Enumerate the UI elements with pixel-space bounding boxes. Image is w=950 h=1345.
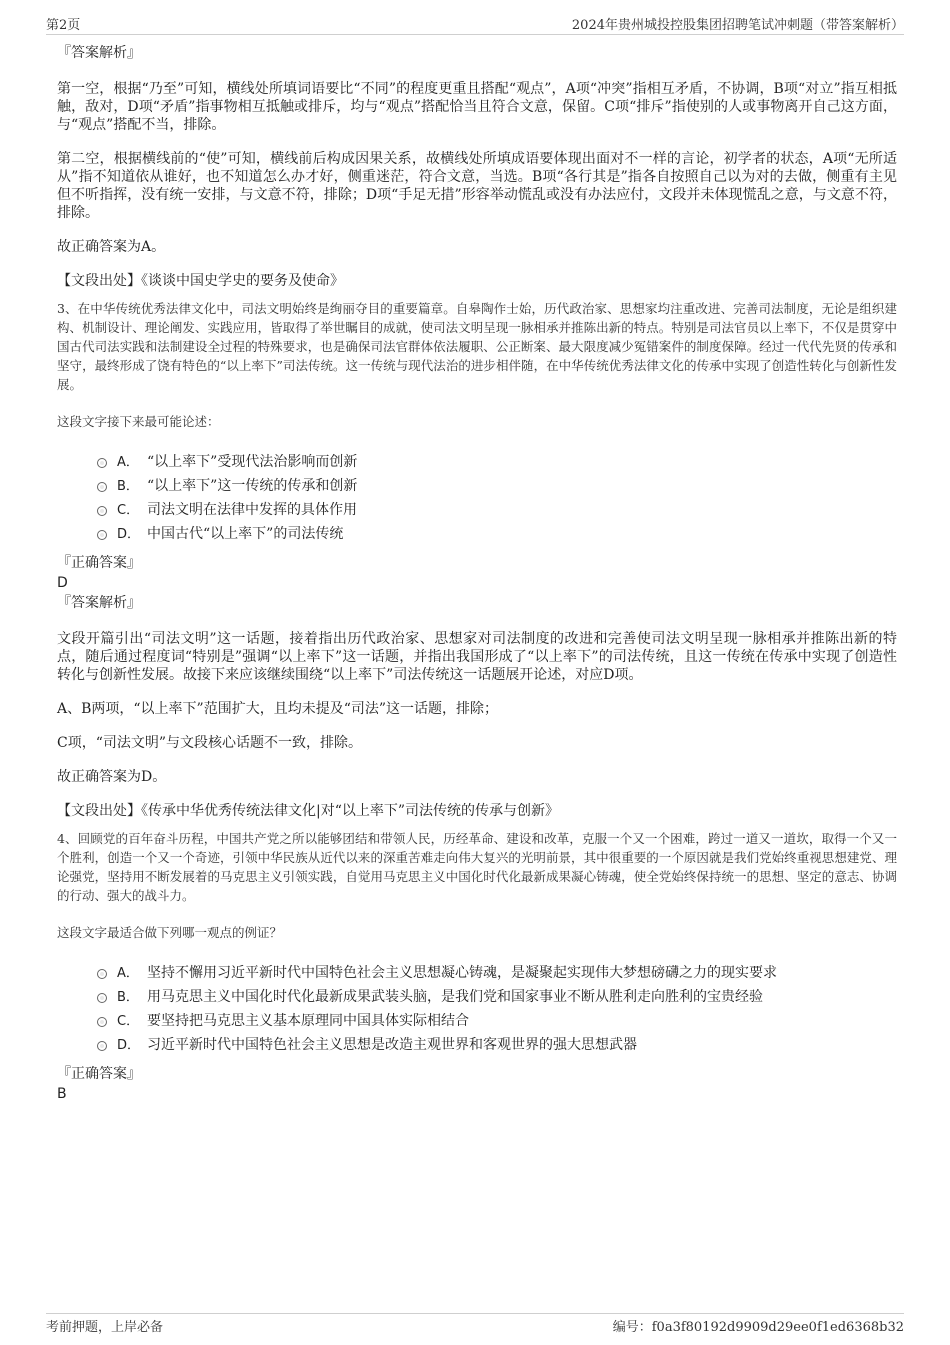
passage-source: 【文段出处】《传承中华优秀传统法律文化|对“以上率下”司法传统的传承与创新》 (57, 803, 560, 819)
question-3-prompt: 这段文字接下来最可能论述： (57, 414, 220, 429)
radio-button[interactable] (97, 993, 107, 1003)
correct-answer-value: D (57, 575, 68, 591)
option-a[interactable]: A． 坚持不懈用习近平新时代中国特色社会主义思想凝心铸魂，是凝聚起实现伟大梦想磅礴之力的现实要求 (97, 961, 897, 985)
question-4-passage: 4、回顾党的百年奋斗历程，中国共产党之所以能够团结和带领人民，历经革命、建设和改革，克服一个又一个困难，跨过一道又一道坎，取得一个又一个胜利，创造一个又一个奇迹，引领中华民族从近代以来的深重苦难走向伟大复兴的光明前景，其中很重要的一个原因就是我们党始终重视思想建党、理论强党，坚持用不断发展着的马克思主义引领实践，自觉用马克思主义中国化时代化最新成果凝心铸魂，使全党始终保持统一的思想、坚定的意志、协调的行动、强大的战斗力。 (57, 831, 897, 903)
question-3-options (97, 450, 897, 546)
analysis-paragraph: 第一空，根据“乃至”可知，横线处所填词语要比“不同”的程度更重且搭配“观点”，A项“冲突”指相互矛盾，不协调，B项“对立”指互相抵触，敌对，D项“矛盾”指事物相互抵触或排斥，均与“观点”搭配恰当且符合文意，保留。C项“排斥”指使别的人或事物离开自己这方面，与“观点”搭配不当，排除。 (57, 81, 897, 133)
analysis-label: 『答案解析』 (57, 45, 141, 61)
option-d[interactable]: D． 中国古代“以上率下”的司法传统 (97, 522, 897, 546)
document-body (57, 44, 897, 1105)
option-a[interactable]: A． “以上率下”受现代法治影响而创新 (97, 450, 897, 474)
option-c[interactable]: C． 要坚持把马克思主义基本原理同中国具体实际相结合 (97, 1009, 897, 1033)
page-number: 第2页 (46, 18, 81, 33)
correct-answer-label: 『正确答案』 (57, 555, 141, 571)
analysis-paragraph: A、B两项，“以上率下”范围扩大，且均未提及“司法”这一话题，排除； (57, 701, 499, 717)
radio-button[interactable] (97, 458, 107, 468)
question-3-passage: 3、在中华传统优秀法律文化中，司法文明始终是绚丽夺目的重要篇章。自皋陶作士始，历代政治家、思想家均注重改进、完善司法制度，无论是组织建构、机制设计、理论阐发、实践应用，皆取得了举世瞩目的成就，使司法文明呈现一脉相承并推陈出新的特点。特别是司法官员以上率下，不仅是贯穿中国古代司法实践和法制建设全过程的特殊要求，也是确保司法官群体依法履职、公正断案、最大限度减少冤错案件的制度保障。经过一代代先贤的传承和坚守，最终形成了饶有特色的“以上率下”司法传统。这一传统与现代法治的进步相伴随，在中华传统优秀法律文化的传承中实现了创造性转化与创新性发展。 (57, 301, 897, 392)
document-title: 2024年贵州城投控股集团招聘笔试冲刺题（带答案解析） (571, 18, 904, 33)
passage-source: 【文段出处】《谈谈中国史学史的要务及使命》 (57, 273, 344, 289)
analysis-paragraph: 第二空，根据横线前的“使”可知，横线前后构成因果关系，故横线处所填成语要体现出面对不一样的言论，初学者的状态，A项“无所适从”指不知道依从谁好，也不知道怎么办才好，侧重迷茫，符合文意，当选。B项“各行其是”指各自按照自己以为对的去做，侧重有主见但不听指挥，没有统一安排，与文意不符，排除；D项“手足无措”形容举动慌乱或没有办法应付，文段并未体现慌乱之意，与文意不符，排除。 (57, 151, 897, 221)
page-footer (46, 1313, 904, 1335)
question-4-prompt: 这段文字最适合做下列哪一观点的例证？ (57, 925, 283, 940)
option-c[interactable]: C． 司法文明在法律中发挥的具体作用 (97, 498, 897, 522)
option-b[interactable]: B． 用马克思主义中国化时代化最新成果武装头脑，是我们党和国家事业不断从胜利走向胜利的宝贵经验 (97, 985, 897, 1009)
analysis-conclusion: 故正确答案为D。 (57, 769, 167, 785)
document-code: 编号：f0a3f80192d9909d29ee0f1ed6368b32 (612, 1320, 904, 1335)
analysis-paragraph: 文段开篇引出“司法文明”这一话题，接着指出历代政治家、思想家对司法制度的改进和完善使司法文明呈现一脉相承并推陈出新的特点，随后通过程度词“特别是”强调“以上率下”这一话题，并指出我国形成了“以上率下”的司法传统，且这一传统在传承中实现了创造性转化与创新性发展。故接下来应该继续围绕“以上率下”司法传统这一话题展开论述，对应D项。 (57, 631, 897, 683)
radio-button[interactable] (97, 1041, 107, 1051)
radio-button[interactable] (97, 969, 107, 979)
question-4-options (97, 961, 897, 1057)
page-header (46, 12, 904, 35)
analysis-conclusion: 故正确答案为A。 (57, 239, 166, 255)
radio-button[interactable] (97, 1017, 107, 1027)
radio-button[interactable] (97, 482, 107, 492)
radio-button[interactable] (97, 506, 107, 516)
correct-answer-value: B (57, 1086, 67, 1102)
option-b[interactable]: B． “以上率下”这一传统的传承和创新 (97, 474, 897, 498)
footer-slogan: 考前押题，上岸必备 (46, 1320, 164, 1335)
radio-button[interactable] (97, 530, 107, 540)
correct-answer-label: 『正确答案』 (57, 1066, 141, 1082)
analysis-label: 『答案解析』 (57, 595, 141, 611)
analysis-paragraph: C项，“司法文明”与文段核心话题不一致，排除。 (57, 735, 363, 751)
option-d[interactable]: D． 习近平新时代中国特色社会主义思想是改造主观世界和客观世界的强大思想武器 (97, 1033, 897, 1057)
